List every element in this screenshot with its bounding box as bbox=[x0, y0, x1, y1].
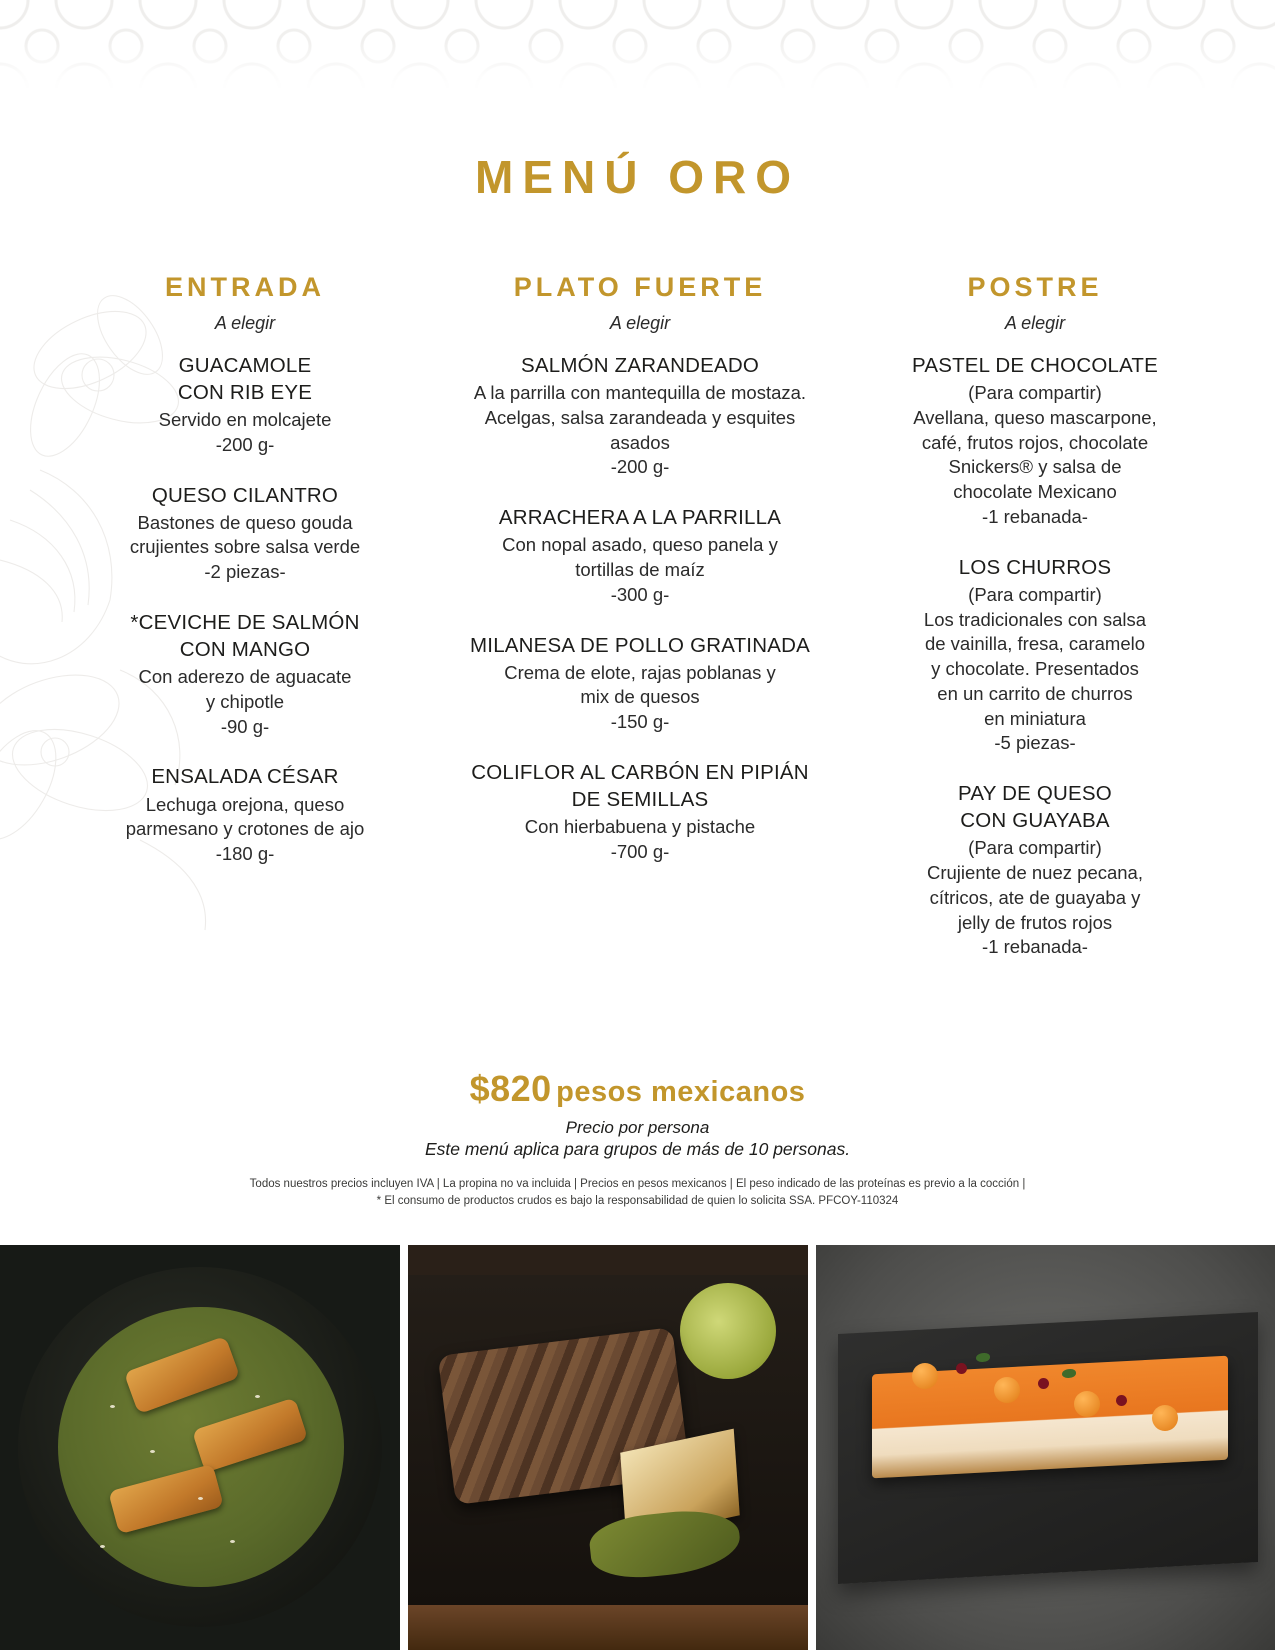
grilled-lime-shape bbox=[680, 1283, 776, 1379]
price-currency: pesos mexicanos bbox=[556, 1076, 806, 1108]
dish-weight: -200 g- bbox=[610, 456, 670, 478]
dish-name: QUESO CILANTRO bbox=[151, 483, 339, 507]
legal-disclaimer bbox=[0, 1176, 1275, 1211]
dish-item bbox=[850, 352, 1220, 530]
guava-dot bbox=[994, 1377, 1020, 1403]
dish-item bbox=[60, 609, 430, 739]
berry-dot bbox=[956, 1363, 967, 1374]
dish-description: Con hierbabuena y pistache bbox=[524, 816, 756, 838]
dish-weight: -1 rebanada- bbox=[982, 936, 1088, 958]
pattern-fade-overlay bbox=[0, 0, 1275, 92]
price-block bbox=[0, 1068, 1275, 1160]
dish-description: A la parrilla con mantequilla de mostaza. Acelgas, salsa zarandeada y esquites asados bbox=[473, 382, 807, 453]
column-subheading-entrada: A elegir bbox=[214, 313, 276, 333]
dish-item bbox=[455, 632, 825, 735]
legal-line-2: * El consumo de productos crudos es bajo la responsabilidad de quien lo solicita SSA. PFCOY-110324 bbox=[376, 1195, 899, 1208]
dish-description: Con nopal asado, queso panela y tortillas de maíz bbox=[502, 534, 778, 580]
price-line bbox=[0, 1068, 1275, 1110]
menu-column-plato-fuerte bbox=[455, 272, 825, 984]
dish-name: PASTEL DE CHOCOLATE bbox=[911, 354, 1159, 377]
berry-dot bbox=[1116, 1395, 1127, 1406]
dish-name: GUACAMOLE CON RIB EYE bbox=[177, 354, 313, 405]
sesame-seed bbox=[198, 1497, 203, 1500]
dish-description: (Para compartir) Avellana, queso mascarpone, café, frutos rojos, chocolate Snickers® y salsa de chocolate Mexicano bbox=[913, 382, 1157, 503]
dish-description: Servido en molcajete bbox=[158, 409, 332, 431]
dish-weight: -200 g- bbox=[215, 433, 275, 455]
photo-strip bbox=[0, 1245, 1275, 1650]
sesame-seed bbox=[150, 1450, 155, 1453]
berry-dot bbox=[1038, 1378, 1049, 1389]
menu-column-postre bbox=[850, 272, 1220, 984]
column-subheading-plato-fuerte: A elegir bbox=[609, 313, 671, 333]
dish-description: Con aderezo de aguacate y chipotle bbox=[138, 666, 352, 712]
dish-name: MILANESA DE POLLO GRATINADA bbox=[470, 633, 810, 657]
price-note-per-person: Precio por persona bbox=[565, 1118, 710, 1137]
page-title: MENÚ ORO bbox=[475, 151, 800, 203]
dish-description: (Para compartir) Crujiente de nuez pecana, cítricos, ate de guayaba y jelly de frutos rojos bbox=[927, 837, 1143, 933]
guava-dot bbox=[1074, 1391, 1100, 1417]
dish-name: *CEVICHE DE SALMÓN CON MANGO bbox=[130, 611, 360, 662]
guava-dot bbox=[912, 1363, 938, 1389]
dish-description: Lechuga orejona, queso parmesano y crotones de ajo bbox=[125, 793, 365, 840]
dish-weight: -2 piezas- bbox=[204, 561, 286, 583]
dish-photo-queso-cilantro bbox=[0, 1245, 400, 1650]
dish-name: LOS CHURROS bbox=[958, 555, 1112, 579]
dish-weight: -300 g- bbox=[610, 583, 670, 605]
menu-columns bbox=[60, 272, 1220, 984]
dish-item bbox=[60, 352, 430, 458]
dish-weight: -90 g- bbox=[220, 715, 270, 737]
dish-weight: -180 g- bbox=[215, 843, 275, 865]
dish-item bbox=[60, 482, 430, 585]
dish-photo-arrachera bbox=[408, 1245, 808, 1650]
wood-board-shape bbox=[408, 1605, 808, 1650]
sesame-seed bbox=[100, 1545, 105, 1548]
sesame-seed bbox=[255, 1395, 260, 1398]
dish-item bbox=[455, 352, 825, 480]
dish-name: ARRACHERA A LA PARRILLA bbox=[498, 506, 782, 530]
column-heading-postre: POSTRE bbox=[967, 272, 1103, 302]
dish-name: SALMÓN ZARANDEADO bbox=[520, 354, 760, 377]
dish-weight: -700 g- bbox=[610, 840, 670, 862]
legal-line-1: Todos nuestros precios incluyen IVA | La propina no va incluida | Precios en pesos mexicanos | El peso indicado de las proteínas es previo a la cocción | bbox=[249, 1178, 1026, 1190]
dish-description: Crema de elote, rajas poblanas y mix de quesos bbox=[504, 661, 776, 708]
column-subheading-postre: A elegir bbox=[1004, 313, 1066, 333]
dish-weight: -1 rebanada- bbox=[982, 505, 1088, 527]
dish-name: COLIFLOR AL CARBÓN EN PIPIÁN DE SEMILLAS bbox=[471, 760, 809, 811]
guava-dot bbox=[1152, 1405, 1178, 1431]
price-note-group: Este menú aplica para grupos de más de 10 personas. bbox=[424, 1139, 851, 1159]
price-amount: $820 bbox=[469, 1068, 552, 1109]
dish-item bbox=[455, 504, 825, 607]
dish-item bbox=[60, 763, 430, 866]
dish-weight: -5 piezas- bbox=[994, 732, 1076, 754]
dish-weight: -150 g- bbox=[610, 711, 670, 733]
dish-item bbox=[850, 554, 1220, 757]
sesame-seed bbox=[110, 1405, 115, 1408]
menu-column-entrada bbox=[60, 272, 430, 984]
dish-name: PAY DE QUESO CON GUAYABA bbox=[958, 782, 1112, 833]
sesame-seed bbox=[230, 1540, 235, 1543]
dish-item bbox=[455, 759, 825, 865]
dish-description: Bastones de queso gouda crujientes sobre salsa verde bbox=[129, 511, 361, 558]
dish-name: ENSALADA CÉSAR bbox=[151, 765, 339, 789]
column-heading-entrada: ENTRADA bbox=[165, 272, 325, 302]
dish-item bbox=[850, 780, 1220, 960]
dish-description: (Para compartir) Los tradicionales con salsa de vainilla, fresa, caramelo y chocolate. Presentados en un carrito de churros en miniatura bbox=[923, 583, 1147, 729]
column-heading-plato-fuerte: PLATO FUERTE bbox=[513, 272, 767, 302]
dish-photo-pay-de-queso bbox=[816, 1245, 1275, 1650]
